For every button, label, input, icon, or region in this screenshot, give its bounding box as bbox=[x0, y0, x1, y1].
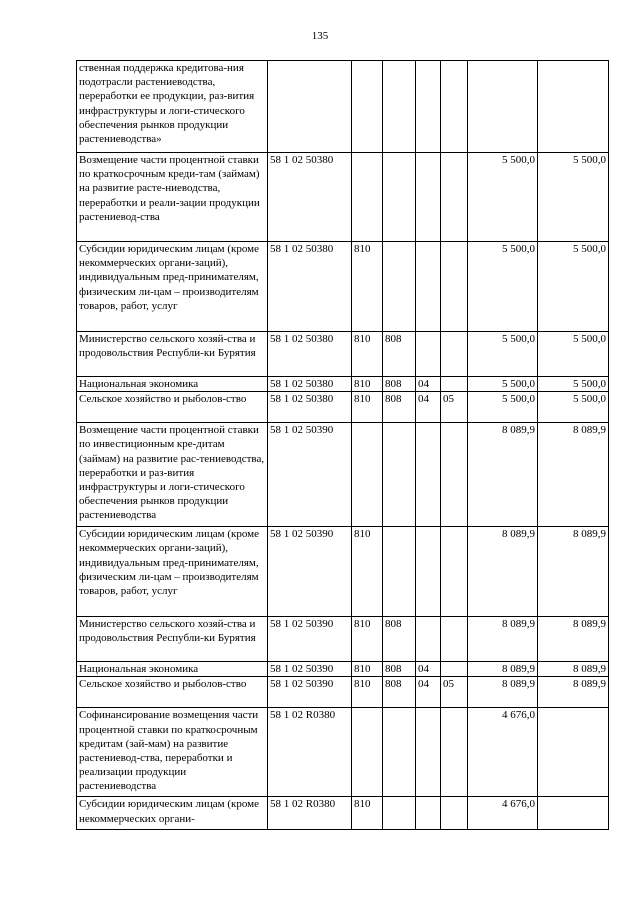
expense-type-cell: 810 bbox=[352, 527, 383, 617]
target-article-code-cell: 58 1 02 50390 bbox=[268, 423, 352, 527]
expense-type-cell bbox=[352, 423, 383, 527]
row-name-cell: ственная поддержка кредитова-ния подотрасли растениеводства, переработки ее продукции, раз-вития инфраструктуры и логи-стического обеспечения рынков продукции растениеводства» bbox=[77, 61, 268, 153]
subsection-code-cell bbox=[441, 797, 468, 830]
section-code-cell bbox=[416, 242, 441, 332]
section-code-cell bbox=[416, 797, 441, 830]
ministry-code-cell bbox=[383, 242, 416, 332]
section-code-cell bbox=[416, 423, 441, 527]
budget-table bbox=[76, 60, 609, 830]
section-code-cell bbox=[416, 332, 441, 377]
table-row bbox=[77, 527, 609, 617]
amount-cell: 5 500,0 bbox=[468, 153, 538, 242]
expense-type-cell: 810 bbox=[352, 377, 383, 392]
ministry-code-cell bbox=[383, 527, 416, 617]
expense-type-cell bbox=[352, 708, 383, 797]
amount-cell: 8 089,9 bbox=[538, 677, 609, 708]
amount-cell: 8 089,9 bbox=[468, 527, 538, 617]
target-article-code-cell: 58 1 02 50380 bbox=[268, 377, 352, 392]
subsection-code-cell: 05 bbox=[441, 677, 468, 708]
row-name-cell: Национальная экономика bbox=[77, 377, 268, 392]
table-row bbox=[77, 392, 609, 423]
target-article-code-cell: 58 1 02 R0380 bbox=[268, 708, 352, 797]
table-row bbox=[77, 153, 609, 242]
section-code-cell: 04 bbox=[416, 677, 441, 708]
target-article-code-cell: 58 1 02 50380 bbox=[268, 332, 352, 377]
row-name-cell: Сельское хозяйство и рыболов-ство bbox=[77, 677, 268, 708]
amount-cell: 5 500,0 bbox=[538, 377, 609, 392]
amount-cell bbox=[468, 61, 538, 153]
section-code-cell bbox=[416, 153, 441, 242]
subsection-code-cell bbox=[441, 332, 468, 377]
row-name-cell: Сельское хозяйство и рыболов-ство bbox=[77, 392, 268, 423]
ministry-code-cell bbox=[383, 708, 416, 797]
expense-type-cell: 810 bbox=[352, 242, 383, 332]
table-row bbox=[77, 377, 609, 392]
target-article-code-cell: 58 1 02 50390 bbox=[268, 527, 352, 617]
section-code-cell: 04 bbox=[416, 377, 441, 392]
table-row bbox=[77, 61, 609, 153]
section-code-cell: 04 bbox=[416, 392, 441, 423]
table-row bbox=[77, 617, 609, 662]
row-name-cell: Возмещение части процентной ставки по краткосрочным креди-там (займам) на развитие расте-ниеводства, переработки и реали-зации продукции растениевод-ства bbox=[77, 153, 268, 242]
amount-cell bbox=[538, 708, 609, 797]
table-row bbox=[77, 708, 609, 797]
amount-cell bbox=[538, 797, 609, 830]
subsection-code-cell bbox=[441, 242, 468, 332]
amount-cell: 8 089,9 bbox=[468, 617, 538, 662]
expense-type-cell: 810 bbox=[352, 797, 383, 830]
amount-cell: 8 089,9 bbox=[538, 617, 609, 662]
amount-cell: 8 089,9 bbox=[538, 662, 609, 677]
section-code-cell: 04 bbox=[416, 662, 441, 677]
target-article-code-cell: 58 1 02 R0380 bbox=[268, 797, 352, 830]
section-code-cell bbox=[416, 708, 441, 797]
amount-cell: 5 500,0 bbox=[538, 242, 609, 332]
ministry-code-cell: 808 bbox=[383, 332, 416, 377]
expense-type-cell: 810 bbox=[352, 332, 383, 377]
section-code-cell bbox=[416, 617, 441, 662]
ministry-code-cell: 808 bbox=[383, 377, 416, 392]
expense-type-cell: 810 bbox=[352, 392, 383, 423]
amount-cell: 8 089,9 bbox=[468, 677, 538, 708]
page-number: 135 bbox=[311, 30, 329, 42]
row-name-cell: Национальная экономика bbox=[77, 662, 268, 677]
amount-cell: 5 500,0 bbox=[468, 392, 538, 423]
target-article-code-cell: 58 1 02 50380 bbox=[268, 153, 352, 242]
ministry-code-cell bbox=[383, 423, 416, 527]
subsection-code-cell bbox=[441, 61, 468, 153]
amount-cell: 5 500,0 bbox=[538, 332, 609, 377]
table-row bbox=[77, 423, 609, 527]
ministry-code-cell bbox=[383, 797, 416, 830]
amount-cell: 4 676,0 bbox=[468, 708, 538, 797]
expense-type-cell: 810 bbox=[352, 677, 383, 708]
amount-cell bbox=[538, 61, 609, 153]
amount-cell: 5 500,0 bbox=[468, 332, 538, 377]
row-name-cell: Субсидии юридическим лицам (кроме некоммерческих органи-заций), индивидуальным пред-принимателям, физическим ли-цам – производителям товаров, работ, услуг bbox=[77, 527, 268, 617]
ministry-code-cell bbox=[383, 61, 416, 153]
ministry-code-cell bbox=[383, 153, 416, 242]
ministry-code-cell: 808 bbox=[383, 677, 416, 708]
row-name-cell: Субсидии юридическим лицам (кроме некоммерческих органи-заций), индивидуальным пред-принимателям, физическим ли-цам – производителям товаров, работ, услуг bbox=[77, 242, 268, 332]
amount-cell: 5 500,0 bbox=[538, 153, 609, 242]
target-article-code-cell: 58 1 02 50380 bbox=[268, 392, 352, 423]
table-row bbox=[77, 662, 609, 677]
expense-type-cell bbox=[352, 153, 383, 242]
subsection-code-cell: 05 bbox=[441, 392, 468, 423]
ministry-code-cell: 808 bbox=[383, 617, 416, 662]
target-article-code-cell: 58 1 02 50390 bbox=[268, 662, 352, 677]
row-name-cell: Субсидии юридическим лицам (кроме некоммерческих органи- bbox=[77, 797, 268, 830]
subsection-code-cell bbox=[441, 377, 468, 392]
table-row bbox=[77, 242, 609, 332]
subsection-code-cell bbox=[441, 708, 468, 797]
target-article-code-cell: 58 1 02 50380 bbox=[268, 242, 352, 332]
row-name-cell: Министерство сельского хозяй-ства и продовольствия Республи-ки Бурятия bbox=[77, 617, 268, 662]
subsection-code-cell bbox=[441, 527, 468, 617]
target-article-code-cell: 58 1 02 50390 bbox=[268, 677, 352, 708]
amount-cell: 4 676,0 bbox=[468, 797, 538, 830]
amount-cell: 8 089,9 bbox=[538, 527, 609, 617]
row-name-cell: Министерство сельского хозяй-ства и продовольствия Республи-ки Бурятия bbox=[77, 332, 268, 377]
row-name-cell: Возмещение части процентной ставки по инвестиционным кре-дитам (займам) на развитие рас-тениеводства, переработки и раз-вития инфраструктуры и логи-стического обеспечения рынков продукции растениеводства bbox=[77, 423, 268, 527]
amount-cell: 5 500,0 bbox=[538, 392, 609, 423]
expense-type-cell bbox=[352, 61, 383, 153]
subsection-code-cell bbox=[441, 153, 468, 242]
section-code-cell bbox=[416, 61, 441, 153]
amount-cell: 8 089,9 bbox=[468, 423, 538, 527]
amount-cell: 5 500,0 bbox=[468, 377, 538, 392]
amount-cell: 5 500,0 bbox=[468, 242, 538, 332]
target-article-code-cell: 58 1 02 50390 bbox=[268, 617, 352, 662]
target-article-code-cell bbox=[268, 61, 352, 153]
table-row bbox=[77, 332, 609, 377]
section-code-cell bbox=[416, 527, 441, 617]
amount-cell: 8 089,9 bbox=[538, 423, 609, 527]
subsection-code-cell bbox=[441, 617, 468, 662]
ministry-code-cell: 808 bbox=[383, 392, 416, 423]
table-row bbox=[77, 797, 609, 830]
expense-type-cell: 810 bbox=[352, 617, 383, 662]
row-name-cell: Софинансирование возмещения части процентной ставки по краткосрочным кредитам (зай-мам) на развитие растениевод-ства, переработки и реализации продукции растениеводства bbox=[77, 708, 268, 797]
amount-cell: 8 089,9 bbox=[468, 662, 538, 677]
ministry-code-cell: 808 bbox=[383, 662, 416, 677]
table-row bbox=[77, 677, 609, 708]
subsection-code-cell bbox=[441, 662, 468, 677]
expense-type-cell: 810 bbox=[352, 662, 383, 677]
subsection-code-cell bbox=[441, 423, 468, 527]
